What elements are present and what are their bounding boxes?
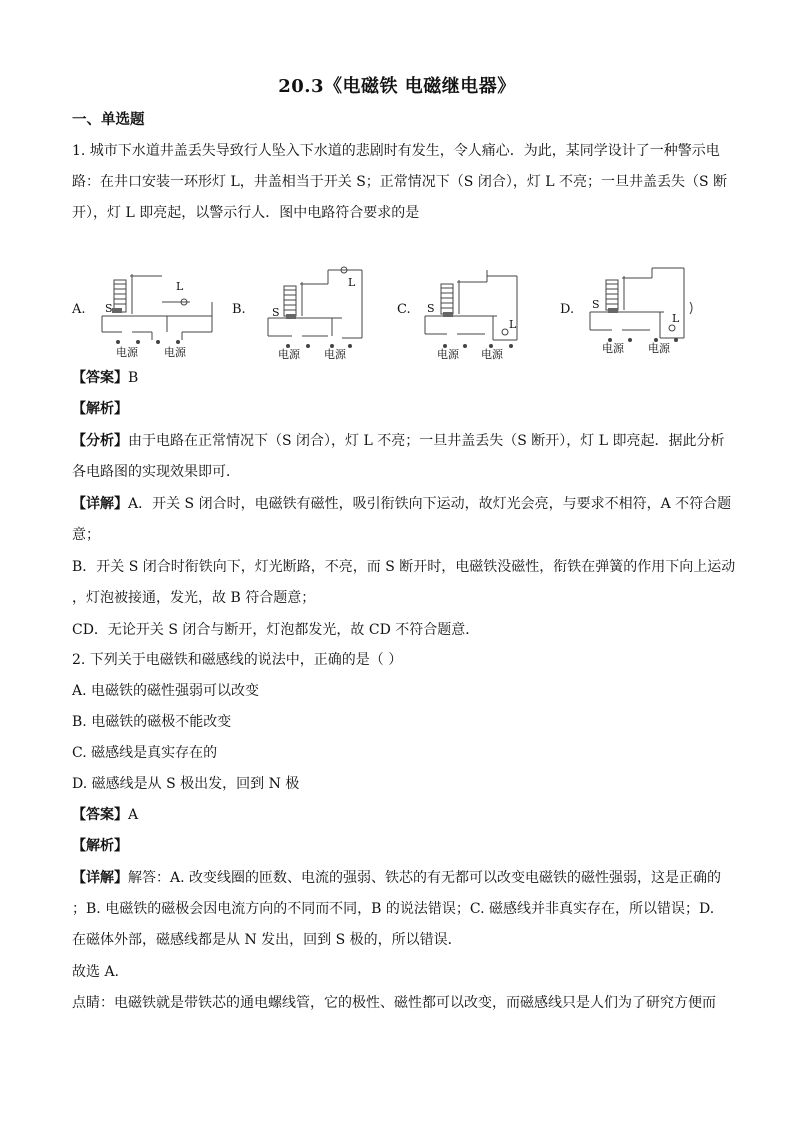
q2-choose: 故选 A. — [72, 964, 120, 980]
option-c-source-1: 电源 — [437, 348, 459, 361]
q2-option-c: C. 磁感线是真实存在的 — [72, 745, 218, 761]
q1-detail-line-2: 意； — [72, 527, 100, 543]
option-a-circuit-diagram — [72, 262, 222, 362]
option-d-letter: D. — [560, 302, 575, 317]
q2-answer-tag: 【答案】 — [72, 807, 128, 823]
q1-stem-line-2: 路：在井口安装一环形灯 L，井盖相当于开关 S；正常情况下（S 闭合），灯 L 不亮；一旦井盖丢失（S 断 — [72, 174, 728, 190]
option-d-figure — [560, 262, 722, 362]
option-b-source-2: 电源 — [324, 348, 346, 361]
q1-answer-row — [72, 368, 722, 388]
option-b-circuit-diagram — [232, 262, 382, 362]
option-c-source-2: 电源 — [481, 348, 503, 361]
option-b-source-1: 电源 — [278, 348, 300, 361]
option-c-circuit-diagram — [397, 262, 547, 362]
q1-answer-tag: 【答案】 — [72, 370, 128, 386]
option-a-lamp-label: L — [176, 280, 184, 293]
q1-fenxi-line-1 — [72, 431, 725, 451]
q2-answer-row — [72, 805, 722, 825]
q1-detail-line-4: ，灯泡被接通，发光，故 B 符合题意； — [72, 590, 316, 606]
q1-option-figures — [72, 262, 722, 362]
option-a-source-1: 电源 — [116, 346, 138, 359]
q1-analysis-tag: 【解析】 — [72, 401, 128, 417]
q2-stem: 2. 下列关于电磁铁和磁感线的说法中，正确的是（ ） — [72, 652, 403, 668]
option-b-lamp-label: L — [348, 276, 356, 289]
option-d-circuit-diagram — [560, 262, 722, 362]
q2-detail-text-1: 解答：A. 改变线圈的匝数、电流的强弱、铁芯的有无都可以改变电磁铁的磁性强弱，这是正确的 — [128, 870, 722, 886]
option-a-figure — [72, 262, 222, 362]
q1-stem-line-1: 1. 城市下水道井盖丢失导致行人坠入下水道的悲剧时有发生，令人痛心．为此，某同学设计了一种警示电 — [72, 143, 720, 159]
q1-detail-line-3: B．开关 S 闭合时衔铁向下，灯光断路，不亮，而 S 断开时，电磁铁没磁性，衔铁在弹簧的作用下向上运动 — [72, 559, 736, 575]
section-heading: 一、单选题 — [72, 111, 145, 128]
option-d-switch-label: S — [592, 298, 600, 311]
option-c-figure — [397, 262, 547, 362]
page-title: 20.3《电磁铁 电磁继电器》 — [278, 76, 516, 97]
q1-detail-tag: 【详解】 — [72, 496, 128, 512]
option-d-source-2: 电源 — [648, 342, 670, 355]
q2-option-b: B. 电磁铁的磁极不能改变 — [72, 714, 232, 730]
q1-detail-text-1: A．开关 S 闭合时，电磁铁有磁性，吸引衔铁向下运动，故灯光会亮，与要求不相符，A 不符合题 — [128, 496, 732, 512]
q1-stem-line-3: 开），灯 L 即亮起，以警示行人．图中电路符合要求的是 — [72, 205, 420, 221]
q1-fenxi-tag: 【分析】 — [72, 433, 128, 449]
option-a-switch-label: S — [105, 302, 113, 315]
q2-option-a: A. 电磁铁的磁性强弱可以改变 — [72, 683, 260, 699]
option-c-lamp-label: L — [509, 318, 517, 331]
q1-fenxi-text-1: 由于电路在正常情况下（S 闭合），灯 L 不亮；一旦井盖丢失（S 断开），灯 L 即亮起．据此分析 — [128, 433, 725, 449]
option-b-letter: B. — [232, 302, 246, 317]
q2-option-d: D. 磁感线是从 S 极出发，回到 N 极 — [72, 776, 300, 792]
q1-answer-value: B — [128, 370, 139, 386]
q1-detail-line-1 — [72, 494, 732, 514]
q2-dianjing: 点睛：电磁铁就是带铁芯的通电螺线管，它的极性、磁性都可以改变，而磁感线只是人们为了研究方便而 — [72, 995, 716, 1011]
q1-fenxi-line-2: 各电路图的实现效果即可． — [72, 464, 240, 480]
option-a-letter: A. — [72, 302, 86, 317]
option-b-switch-label: S — [272, 306, 280, 319]
q2-detail-line-3: 在磁体外部，磁感线都是从 N 发出，回到 S 极的，所以错误． — [72, 932, 462, 948]
option-c-switch-label: S — [427, 302, 435, 315]
option-a-source-2: 电源 — [164, 346, 186, 359]
option-d-source-1: 电源 — [602, 342, 624, 355]
q1-detail-line-5: CD．无论开关 S 闭合与断开，灯泡都发光，故 CD 不符合题意． — [72, 622, 480, 638]
q2-answer-value: A — [128, 807, 139, 823]
option-b-figure — [232, 262, 382, 362]
option-c-letter: C. — [397, 302, 411, 317]
q2-detail-line-2: ；B. 电磁铁的磁极会因电流方向的不同而不同，B 的说法错误；C. 磁感线并非真实存在，所以错误；D. — [72, 901, 715, 917]
q2-detail-line-1 — [72, 868, 722, 888]
option-d-lamp-label: L — [672, 312, 680, 325]
q2-analysis-tag: 【解析】 — [72, 838, 128, 854]
q2-detail-tag: 【详解】 — [72, 870, 128, 886]
